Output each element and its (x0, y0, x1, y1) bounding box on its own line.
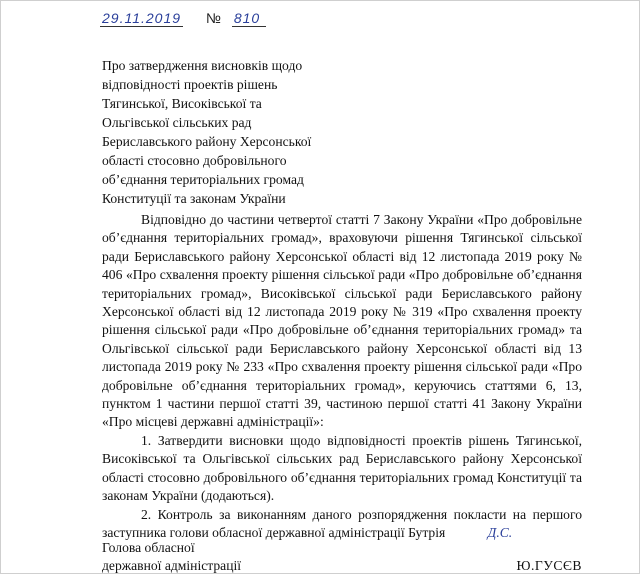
subject-line: Конституції та законам України (102, 191, 286, 206)
number-sign: № (205, 10, 221, 26)
item-2-text: 2. Контроль за виконанням даного розпорядження покласти на першого заступника голови обласної державної адміністрації Бутрія (102, 506, 582, 540)
signature-block (102, 539, 582, 575)
intro-paragraph: Відповідно до частини четвертої статті 7 Закону України «Про добровільне об’єднання територіальних громад», враховуючи рішення Тягинської сільської ради Бериславського району Херсонської області від 12 листопада 2019 року № 406 «Про схвалення проекту рішення сільської ради «Про добровільне об’єднання територіальних громад», Високівської сільської ради Бериславського району Херсонської області від 12 листопада 2019 року № 319 «Про схвалення проекту рішення сільської ради «Про добровільне об’єднання територіальних громад» та Ольгівської сільської ради Бериславського району Херсонської області від 13 листопада 2019 року № 233 «Про схвалення проекту рішення сільської ради «Про добровільне об’єднання територіальних громад», керуючись статтями 6, 13, пунктом 1 частини першої статті 39, частиною першої статті 41 Закону України «Про місцеві державні адміністрації»: (102, 212, 582, 430)
document-number: 810 (232, 10, 266, 27)
handwritten-initials: Д.С. (487, 524, 513, 540)
subject-line: Ольгівської сільських рад (102, 115, 252, 130)
signatory-title-line-1: Голова обласної (102, 540, 195, 555)
document-body (102, 211, 582, 542)
document-date: 29.11.2019 (102, 10, 182, 26)
document-header (100, 10, 266, 27)
item-2-paragraph (102, 506, 582, 543)
subject-line: Тягинської, Високівської та (102, 96, 262, 111)
subject-line: Бериславського району Херсонської (102, 134, 312, 149)
subject-line: області стосовно добровільного (102, 153, 287, 168)
subject-line: відповідності проектів рішень (102, 77, 278, 92)
item-1-paragraph: 1. Затвердити висновки щодо відповідності проектів рішень Тягинської, Високівської та Ольгівської сільських рад Бериславського району Херсонської області стосовно добровільного об’єднання територіальних громад Конституції та законам України (додаються). (102, 432, 582, 504)
signatory-name: Ю.ГУСЄВ (516, 558, 582, 573)
subject-line: Про затвердження висновків щодо (102, 58, 303, 73)
document-subject (102, 56, 382, 208)
signatory-title-line-2: державної адміністрації (102, 558, 242, 573)
subject-line: об’єднання територіальних громад (102, 172, 304, 187)
